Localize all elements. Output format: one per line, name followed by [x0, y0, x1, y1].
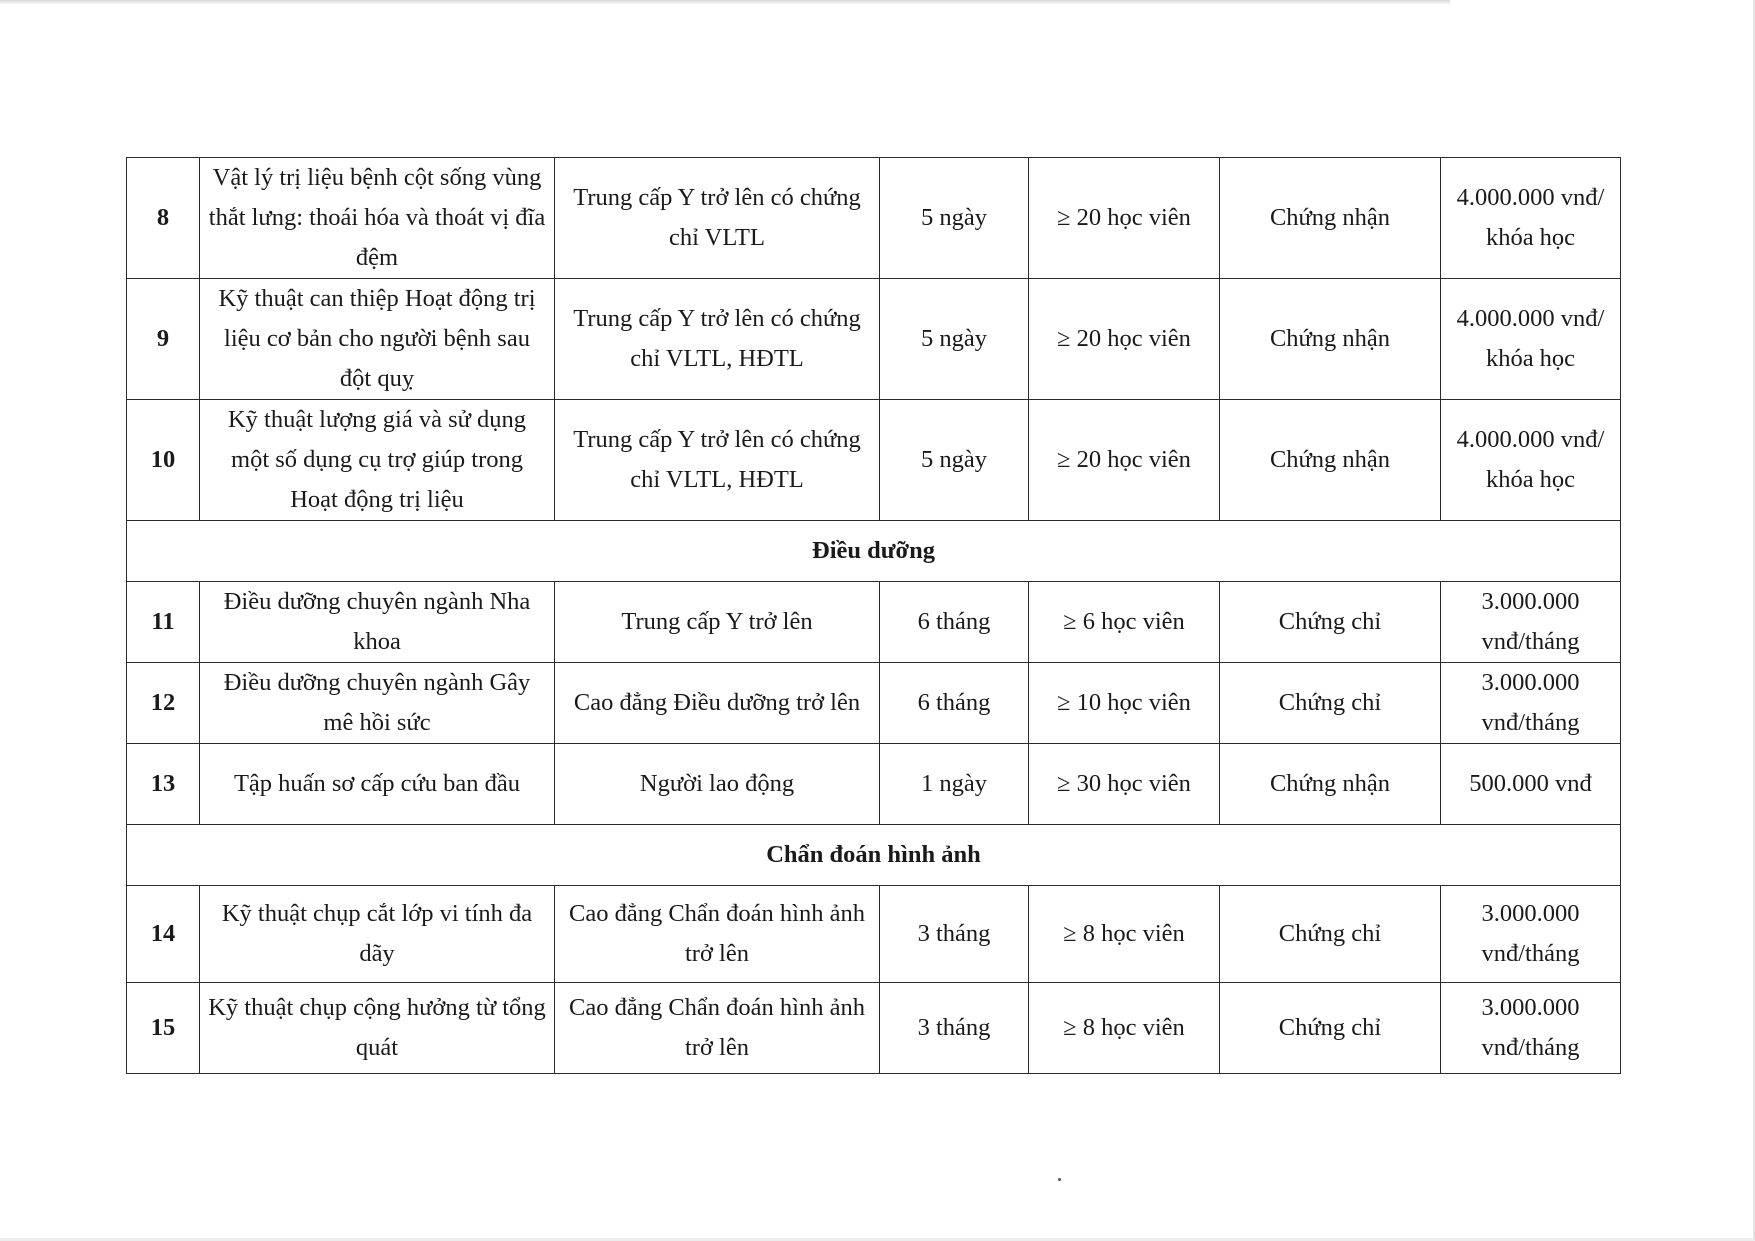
course-name: Điều dưỡng chuyên ngành Gây mê hồi sức	[200, 663, 555, 744]
table-row	[127, 582, 1621, 663]
course-fee: 500.000 vnđ	[1441, 744, 1621, 825]
table-row	[127, 158, 1621, 279]
class-size: ≥ 8 học viên	[1029, 886, 1220, 983]
row-number: 9	[127, 279, 200, 400]
course-table	[126, 157, 1621, 1074]
certificate-type: Chứng nhận	[1220, 158, 1441, 279]
entry-requirement: Trung cấp Y trở lên có chứng chỉ VLTL, HĐTL	[555, 400, 880, 521]
entry-requirement: Cao đẳng Chẩn đoán hình ảnh trở lên	[555, 886, 880, 983]
class-size: ≥ 20 học viên	[1029, 279, 1220, 400]
row-number: 13	[127, 744, 200, 825]
class-size: ≥ 10 học viên	[1029, 663, 1220, 744]
row-number: 11	[127, 582, 200, 663]
table-row	[127, 886, 1621, 983]
table-row	[127, 983, 1621, 1074]
table-row	[127, 744, 1621, 825]
course-duration: 5 ngày	[880, 400, 1029, 521]
course-fee: 4.000.000 vnđ/ khóa học	[1441, 158, 1621, 279]
entry-requirement: Trung cấp Y trở lên	[555, 582, 880, 663]
course-duration: 3 tháng	[880, 983, 1029, 1074]
certificate-type: Chứng chỉ	[1220, 983, 1441, 1074]
section-row	[127, 825, 1621, 886]
section-row	[127, 521, 1621, 582]
table-row	[127, 400, 1621, 521]
course-fee: 4.000.000 vnđ/ khóa học	[1441, 279, 1621, 400]
course-fee: 4.000.000 vnđ/ khóa học	[1441, 400, 1621, 521]
page-top-edge	[0, 0, 1450, 5]
certificate-type: Chứng chỉ	[1220, 582, 1441, 663]
course-name: Kỹ thuật lượng giá và sử dụng một số dụng cụ trợ giúp trong Hoạt động trị liệu	[200, 400, 555, 521]
table-row	[127, 279, 1621, 400]
class-size: ≥ 8 học viên	[1029, 983, 1220, 1074]
row-number: 14	[127, 886, 200, 983]
course-name: Kỹ thuật chụp cộng hưởng từ tổng quát	[200, 983, 555, 1074]
course-duration: 1 ngày	[880, 744, 1029, 825]
course-fee: 3.000.000 vnđ/tháng	[1441, 663, 1621, 744]
class-size: ≥ 30 học viên	[1029, 744, 1220, 825]
course-name: Kỹ thuật chụp cắt lớp vi tính đa dãy	[200, 886, 555, 983]
class-size: ≥ 20 học viên	[1029, 158, 1220, 279]
certificate-type: Chứng chỉ	[1220, 886, 1441, 983]
course-name: Điều dưỡng chuyên ngành Nha khoa	[200, 582, 555, 663]
course-fee: 3.000.000 vnđ/tháng	[1441, 983, 1621, 1074]
certificate-type: Chứng nhận	[1220, 279, 1441, 400]
row-number: 15	[127, 983, 200, 1074]
class-size: ≥ 20 học viên	[1029, 400, 1220, 521]
course-name: Vật lý trị liệu bệnh cột sống vùng thắt lưng: thoái hóa và thoát vị đĩa đệm	[200, 158, 555, 279]
certificate-type: Chứng nhận	[1220, 400, 1441, 521]
course-duration: 5 ngày	[880, 158, 1029, 279]
course-duration: 5 ngày	[880, 279, 1029, 400]
section-heading: Chẩn đoán hình ảnh	[127, 825, 1621, 886]
class-size: ≥ 6 học viên	[1029, 582, 1220, 663]
entry-requirement: Cao đẳng Chẩn đoán hình ảnh trở lên	[555, 983, 880, 1074]
course-name: Tập huấn sơ cấp cứu ban đầu	[200, 744, 555, 825]
entry-requirement: Cao đẳng Điều dưỡng trở lên	[555, 663, 880, 744]
certificate-type: Chứng chỉ	[1220, 663, 1441, 744]
row-number: 10	[127, 400, 200, 521]
scan-speck	[1058, 1178, 1061, 1181]
course-fee: 3.000.000 vnđ/tháng	[1441, 582, 1621, 663]
entry-requirement: Trung cấp Y trở lên có chứng chỉ VLTL	[555, 158, 880, 279]
certificate-type: Chứng nhận	[1220, 744, 1441, 825]
course-name: Kỹ thuật can thiệp Hoạt động trị liệu cơ bản cho người bệnh sau đột quỵ	[200, 279, 555, 400]
course-duration: 6 tháng	[880, 663, 1029, 744]
course-duration: 3 tháng	[880, 886, 1029, 983]
table-row	[127, 663, 1621, 744]
entry-requirement: Trung cấp Y trở lên có chứng chỉ VLTL, HĐTL	[555, 279, 880, 400]
row-number: 12	[127, 663, 200, 744]
course-duration: 6 tháng	[880, 582, 1029, 663]
course-fee: 3.000.000 vnđ/tháng	[1441, 886, 1621, 983]
row-number: 8	[127, 158, 200, 279]
entry-requirement: Người lao động	[555, 744, 880, 825]
section-heading: Điều dưỡng	[127, 521, 1621, 582]
